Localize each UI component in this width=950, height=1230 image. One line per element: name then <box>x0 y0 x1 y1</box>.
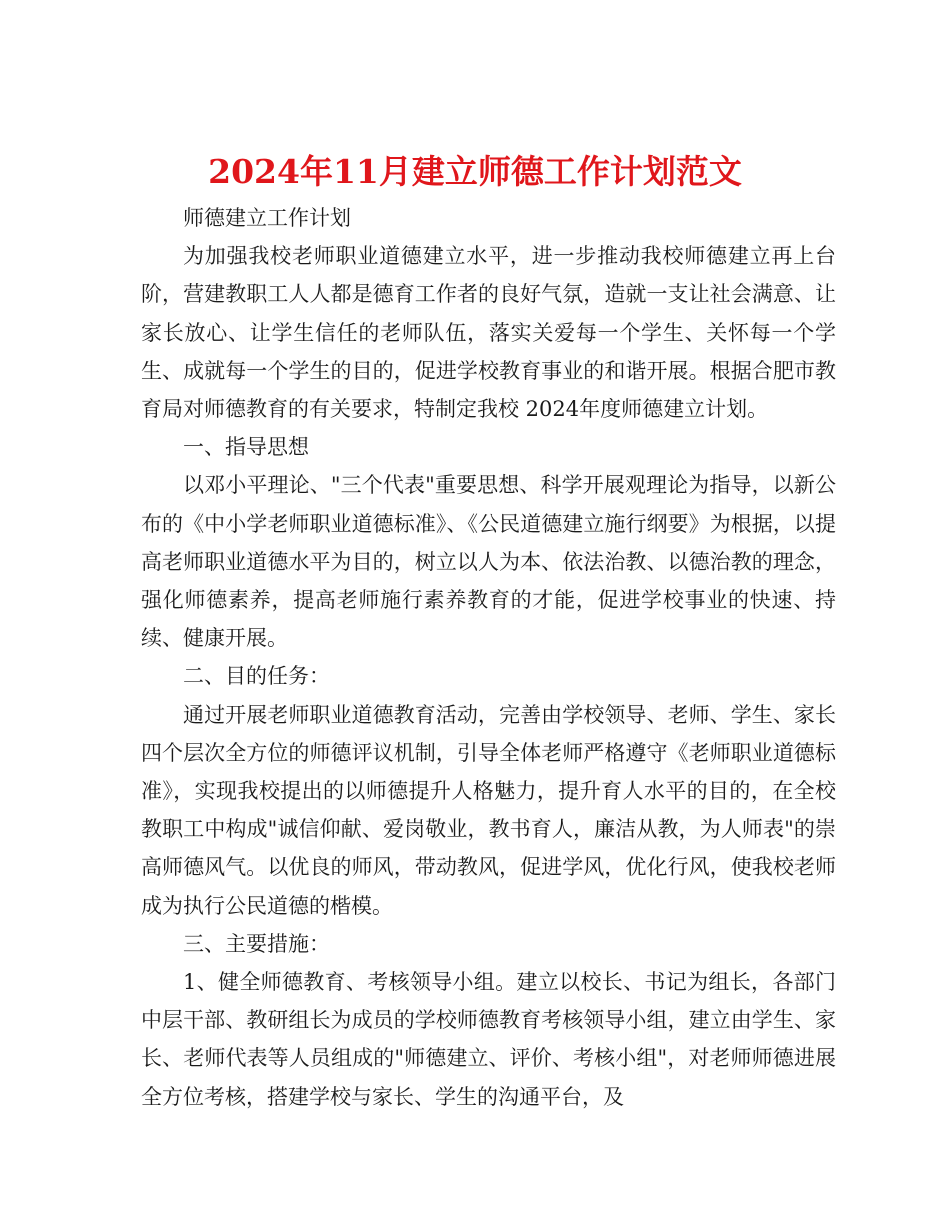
section-heading-guiding-thought: 一、指导思想 <box>183 435 309 460</box>
paragraph-guiding-thought: 以邓小平理论、"三个代表"重要思想、科学开展观理论为指导，以新公布的《中小学老师职业道德标准》、《公民道德建立施行纲要》为根据，以提高老师职业道德水平为目的，树立以人为本、依法治教、以德治教的理念，强化师德素养，提高老师施行素养教育的才能，促进学校事业的快速、持续、健康开展。 <box>141 473 836 651</box>
section-heading-goals: 二、目的任务： <box>183 664 330 689</box>
document-title: 2024年11月建立师德工作计划范文 <box>208 152 742 192</box>
document-body <box>141 199 836 1116</box>
section-heading-measures: 三、主要措施： <box>183 931 330 956</box>
paragraph-goals: 通过开展老师职业道德教育活动，完善由学校领导、老师、学生、家长四个层次全方位的师德评议机制，引导全体老师严格遵守《老师职业道德标准》，实现我校提出的以师德提升人格魅力，提升育人水平的目的，在全校教职工中构成"诚信仰献、爱岗敬业，教书育人，廉洁从教，为人师表"的崇高师德风气。以优良的师风，带动教风，促进学风，优化行风，使我校老师成为执行公民道德的楷模。 <box>141 702 836 918</box>
paragraph-intro: 为加强我校老师职业道德建立水平，进一步推动我校师德建立再上台阶，营建教职工人人都是德育工作者的良好气氛，造就一支让社会满意、让家长放心、让学生信任的老师队伍，落实关爱每一个学生、关怀每一个学生、成就每一个学生的目的，促进学校教育事业的和谐开展。根据合肥市教育局对师德教育的有关要求，特制定我校 2024年度师德建立计划。 <box>141 244 836 422</box>
paragraph-measure-1: 1、健全师德教育、考核领导小组。建立以校长、书记为组长，各部门中层干部、教研组长为成员的学校师德教育考核领导小组，建立由学生、家长、老师代表等人员组成的"师德建立、评价、考核小组"，对老师师德进展全方位考核，搭建学校与家长、学生的沟通平台，及 <box>141 970 836 1109</box>
paragraph-heading-plan: 师德建立工作计划 <box>183 206 351 230</box>
